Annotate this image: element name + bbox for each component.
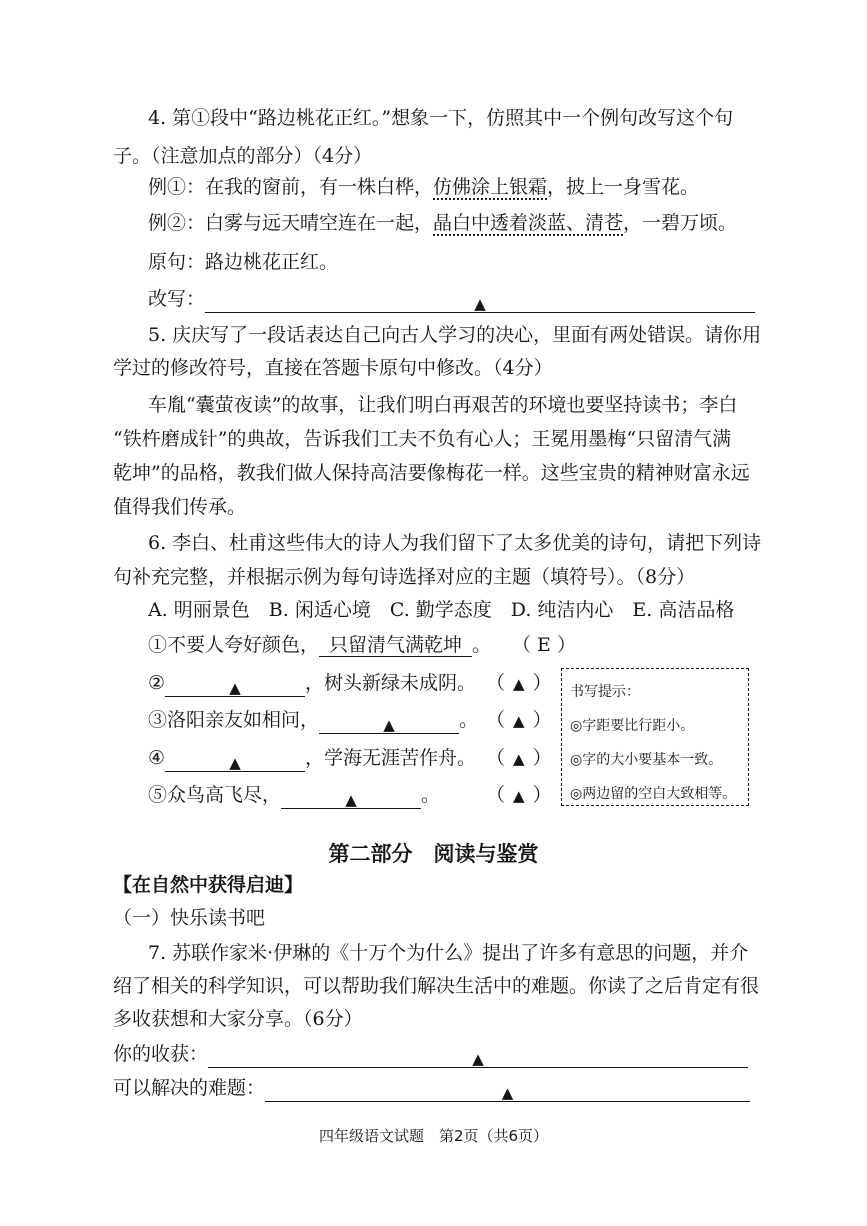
q6-item3-suffix: 。 xyxy=(459,709,479,731)
q6-item1-answer: 只留清气满乾坤 xyxy=(319,634,472,657)
blank-marker-icon: ▲ xyxy=(513,787,525,805)
part2-title: 第二部分 阅读与鉴赏 xyxy=(328,842,539,866)
q6-item4-prefix: ④ xyxy=(148,747,166,769)
q7-gain-row xyxy=(113,1041,748,1068)
blank-marker-icon: ▲ xyxy=(501,1084,514,1102)
q5-line1: 5. 庆庆写了一段话表达自己向古人学习的决心，里面有两处错误。请你用 xyxy=(148,324,762,346)
q5-para-line2: “铁杵磨成针”的典故，告诉我们工夫不负有心人；王冕用墨梅“只留清气满 xyxy=(113,428,732,450)
q6-item5-choice[interactable] xyxy=(486,782,552,808)
section-heading: 【在自然中获得启迪】 xyxy=(113,874,304,896)
paren-open: （ xyxy=(486,672,506,694)
writing-hint-box xyxy=(561,668,749,806)
paren-close: ） xyxy=(532,784,552,806)
q4-ex1-prefix: 例①：在我的窗前，有一株白桦， xyxy=(148,176,434,198)
q6-item1-suffix: 。 xyxy=(472,634,492,656)
q4-ex1-dotted: 仿佛涂上银霜 xyxy=(433,176,548,198)
blank-marker-icon: ▲ xyxy=(474,295,486,313)
q4-ex1-suffix: ，披上一身雪花。 xyxy=(547,176,700,198)
q4-rewrite-label: 改写： xyxy=(148,288,206,310)
q6-item5-prefix: ⑤众鸟高飞尽， xyxy=(148,784,282,806)
q4-rewrite-blank[interactable] xyxy=(205,290,755,313)
q7-line3: 多收获想和大家分享。（6分） xyxy=(113,1008,363,1030)
q6-item3-choice[interactable] xyxy=(486,707,552,733)
q7-line2: 绍了相关的科学知识，可以帮助我们解决生活中的难题。你读了之后肯定有很 xyxy=(113,975,760,997)
q6-item2-choice[interactable] xyxy=(486,670,552,696)
q6-item4-choice[interactable] xyxy=(486,745,552,771)
q6-item5-blank[interactable] xyxy=(281,786,421,809)
q7-line1: 7. 苏联作家米·伊琳的《十万个为什么》提出了许多有意思的问题，并介 xyxy=(148,942,749,964)
q6-item1-choice: （ E ） xyxy=(512,634,576,656)
q6-item5 xyxy=(148,782,440,809)
q6-item3-prefix: ③洛阳亲友如相问， xyxy=(148,709,320,731)
blank-marker-icon: ▲ xyxy=(513,712,525,730)
q5-line2: 学过的修改符号，直接在答题卡原句中修改。（4分） xyxy=(113,357,553,379)
paren-open: （ xyxy=(486,747,506,769)
q4-ex2-prefix: 例②：白雾与远天晴空连在一起， xyxy=(148,212,434,234)
q6-item3-blank[interactable] xyxy=(319,711,459,734)
q4-ex2-suffix: ，一碧万顷。 xyxy=(623,212,738,234)
q5-para-line4: 值得我们传承。 xyxy=(113,496,247,518)
q6-item2-blank[interactable] xyxy=(165,674,305,697)
hint-tip: ◎两边留的空白大致相等。 xyxy=(570,786,737,802)
q6-item1-prefix: ①不要人夸好颜色， xyxy=(148,634,320,656)
page-footer: 四年级语文试题 第2页（共6页） xyxy=(318,1127,549,1145)
q7-gain-blank[interactable] xyxy=(208,1045,748,1068)
hint-title: 书写提示： xyxy=(570,684,640,700)
q6-item2-prefix: ② xyxy=(148,672,166,694)
paren-close: ） xyxy=(532,709,552,731)
q4-line2: 子。（注意加点的部分）（4分） xyxy=(113,145,373,167)
paren-close: ） xyxy=(532,747,552,769)
q4-ex2-dotted: 晶白中透着淡蓝、清苍 xyxy=(433,212,624,234)
q7-problem-blank[interactable] xyxy=(265,1079,750,1102)
blank-marker-icon: ▲ xyxy=(513,750,525,768)
blank-marker-icon: ▲ xyxy=(345,791,357,809)
paren-open: （ xyxy=(486,709,506,731)
q5-para-line1: 车胤“囊萤夜读”的故事，让我们明白再艰苦的环境也要坚持读书；李白 xyxy=(148,394,738,416)
q4-example1 xyxy=(148,174,699,200)
q6-item4-blank[interactable] xyxy=(165,749,305,772)
q6-item4-suffix: ，学海无涯苦作舟。 xyxy=(305,747,477,769)
q7-gain-label: 你的收获： xyxy=(113,1043,209,1065)
hint-tip: ◎字的大小要基本一致。 xyxy=(570,752,723,768)
q6-options: A. 明丽景色 B. 闲适心境 C. 勤学态度 D. 纯洁内心 E. 高洁品格 xyxy=(148,599,735,621)
blank-marker-icon: ▲ xyxy=(229,754,241,772)
q6-item4 xyxy=(148,745,476,772)
q6-item2 xyxy=(148,670,476,697)
blank-marker-icon: ▲ xyxy=(472,1050,484,1068)
q6-item1 xyxy=(148,632,491,658)
q6-item2-suffix: ，树头新绿未成阴。 xyxy=(305,672,477,694)
paren-open: （ xyxy=(486,784,506,806)
paren-close: ） xyxy=(532,672,552,694)
blank-marker-icon: ▲ xyxy=(229,679,241,697)
q6-line2: 句补充完整，并根据示例为每句诗选择对应的主题（填符号）。（8分） xyxy=(113,566,696,588)
blank-marker-icon: ▲ xyxy=(513,675,525,693)
q4-original: 原句：路边桃花正红。 xyxy=(148,251,339,273)
q4-line1: 4. 第①段中“路边桃花正红。”想象一下，仿照其中一个例句改写这个句 xyxy=(148,107,734,129)
q6-item3 xyxy=(148,707,478,734)
subsection-heading: （一）快乐读书吧 xyxy=(113,907,266,929)
q7-problem-label: 可以解决的难题： xyxy=(113,1077,266,1099)
q5-para-line3: 乾坤”的品格，教我们做人保持高洁要像梅花一样。这些宝贵的精神财富永远 xyxy=(113,462,750,484)
q4-rewrite-row xyxy=(148,286,755,313)
blank-marker-icon: ▲ xyxy=(383,716,395,734)
q6-item5-suffix: 。 xyxy=(421,784,441,806)
hint-tip: ◎字距要比行距小。 xyxy=(570,718,695,734)
q7-problem-row xyxy=(113,1075,750,1102)
q4-example2 xyxy=(148,210,737,236)
q6-line1: 6. 李白、杜甫这些伟大的诗人为我们留下了太多优美的诗句，请把下列诗 xyxy=(148,532,762,554)
